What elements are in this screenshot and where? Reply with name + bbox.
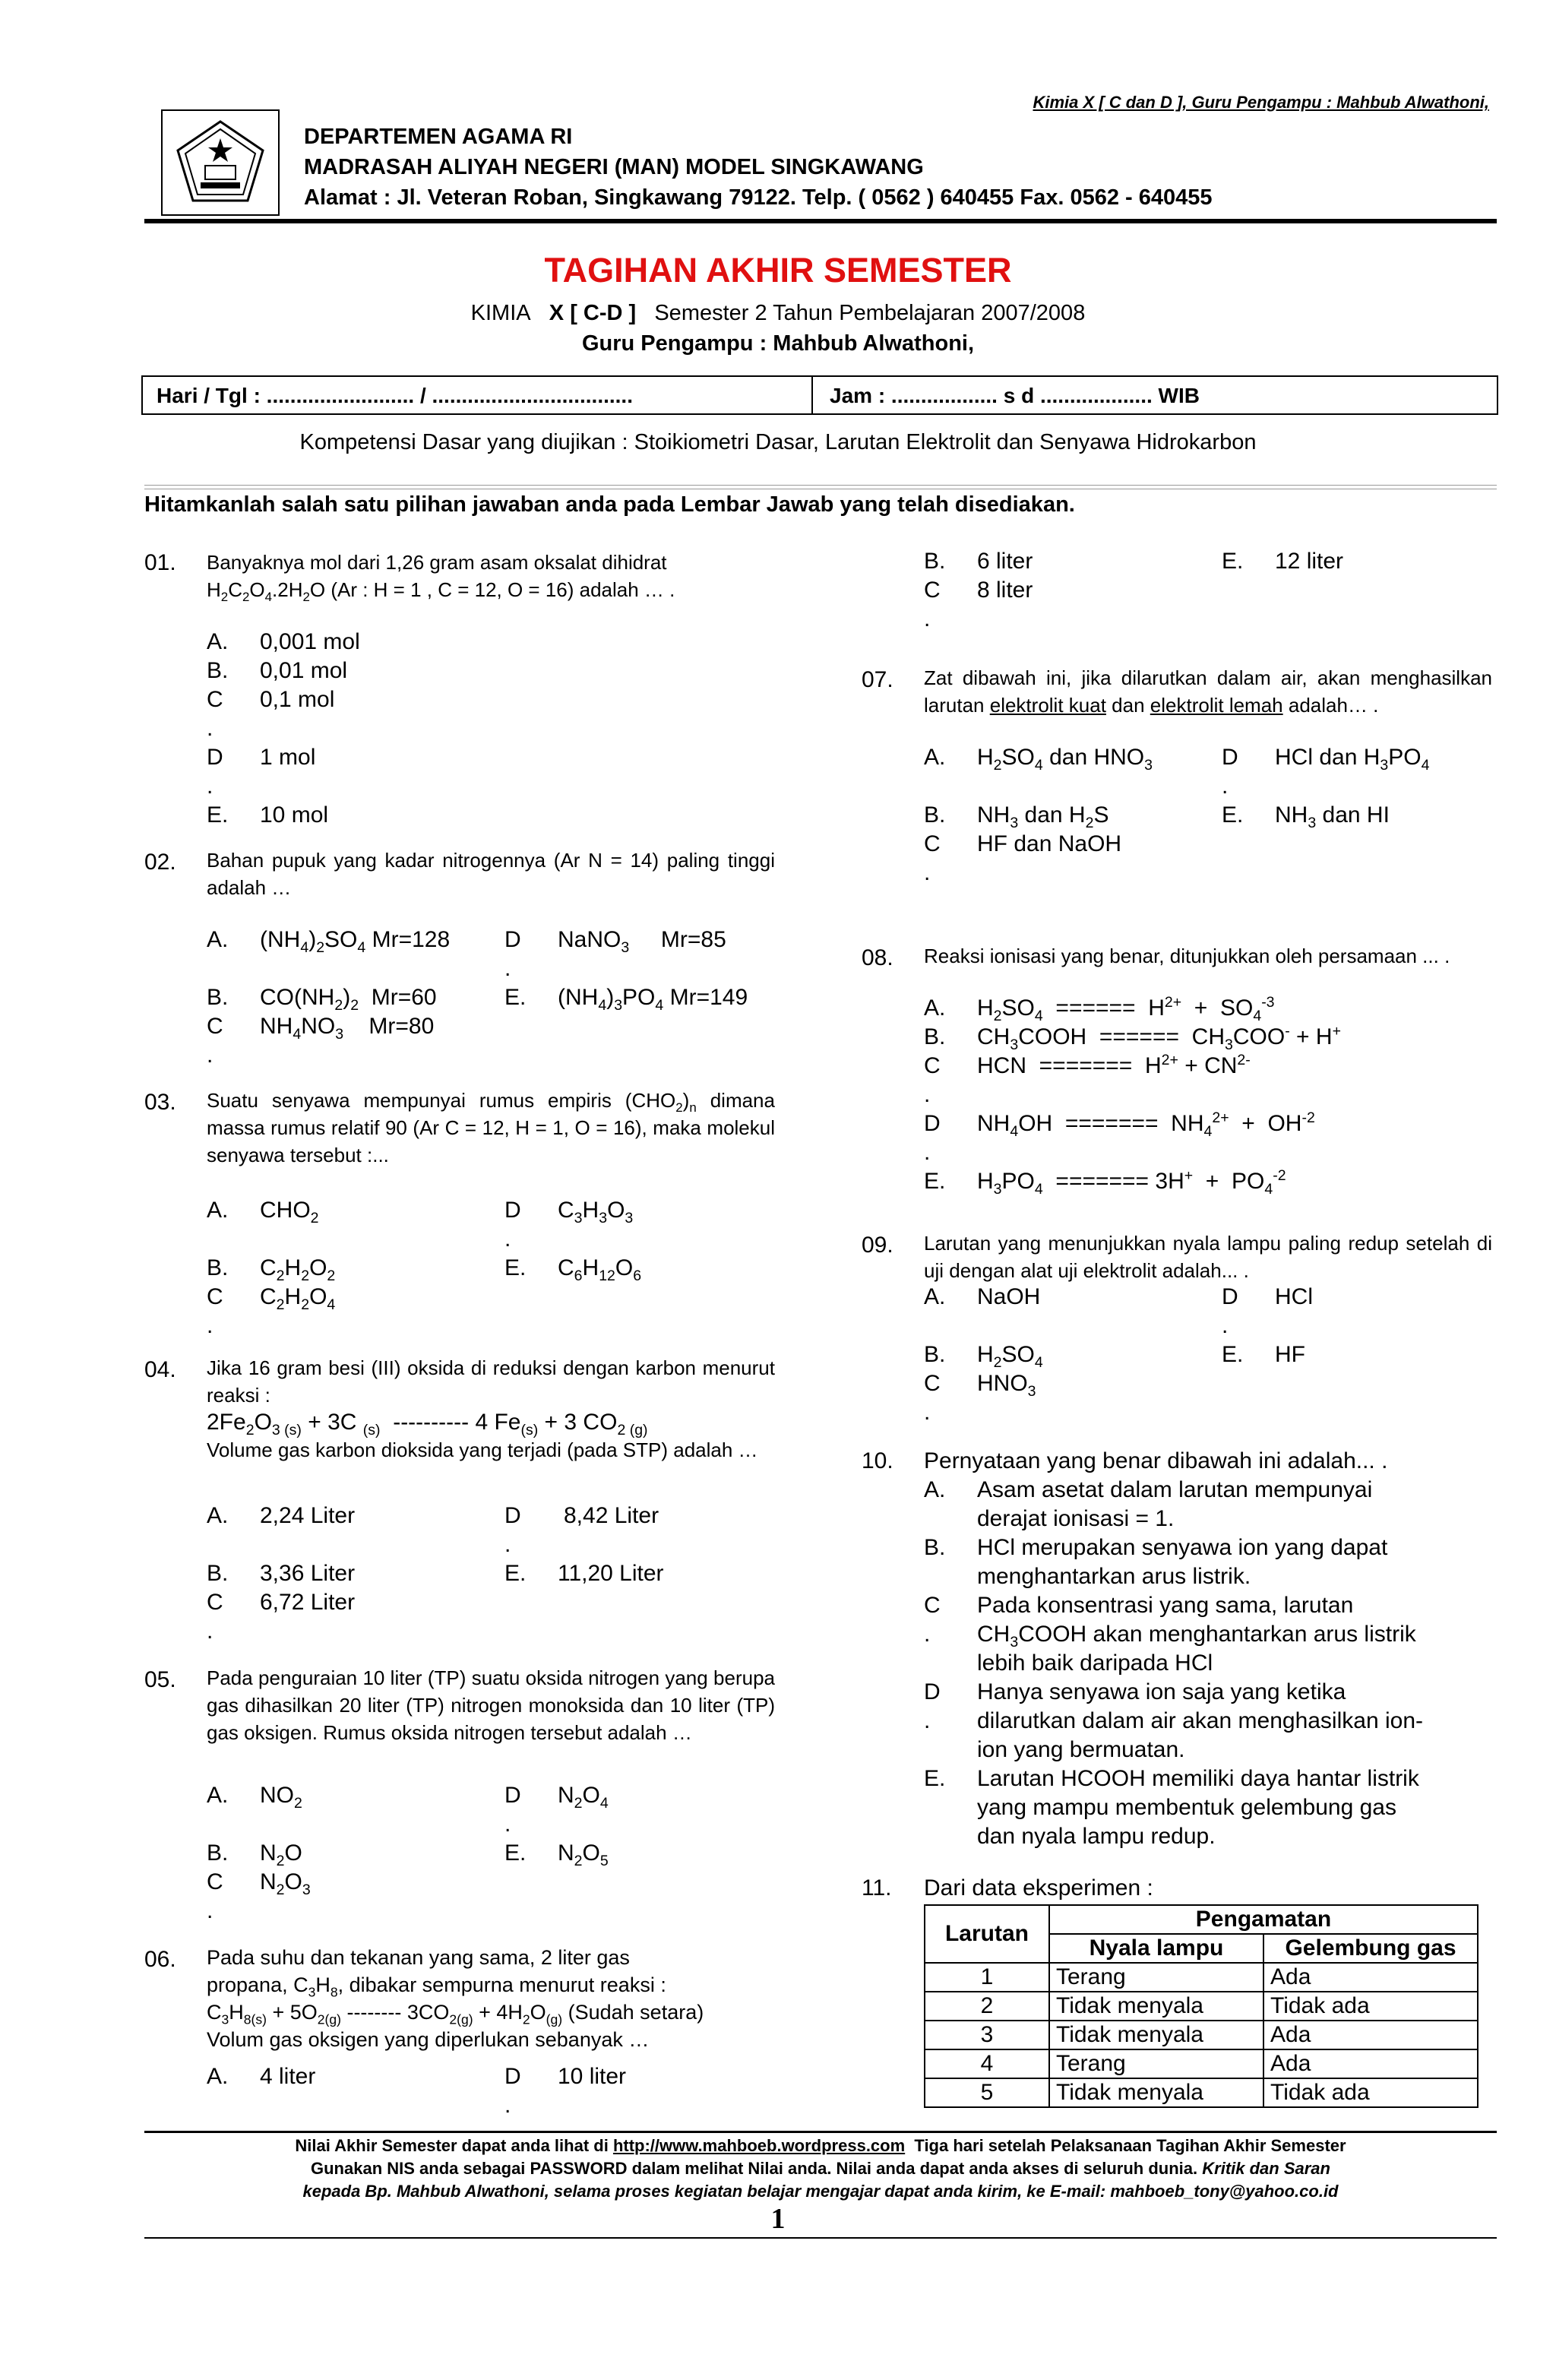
q10-a-line2: derajat ionisasi = 1. (977, 1506, 1175, 1531)
q05-option-d: $N_2O_4$ (558, 1783, 609, 1812)
q10-c-line3: lebih baik daripada HCl (977, 1650, 1213, 1676)
time-field: Jam : .................. s d ................... WIB (830, 384, 1200, 407)
q03-option-d: $C_3H_3O_3$ (558, 1198, 634, 1226)
header-larutan: Larutan (925, 1905, 1049, 1963)
q08-number: 08. (862, 945, 893, 970)
q02-b-label: B. (207, 985, 229, 1010)
q08-c-label: C (924, 1053, 941, 1078)
header-pengamatan: Pengamatan (1049, 1905, 1478, 1934)
q07-c-dot: . (924, 860, 931, 885)
footer-line-3: kepada Bp. Mahbub Alwathoni, selama proses kegiatan belajar mengajar dapat anda kirim, ke E-mail: mahboeb_tony@yahoo.co.id (302, 2182, 1339, 2201)
q08-a-label: A. (924, 995, 946, 1021)
q07-text (924, 664, 1492, 719)
q06-option-d: 10 liter (558, 2064, 627, 2089)
q10-number: 10. (862, 1448, 893, 1473)
q06-text: Pada suhu dan tekanan yang sama, 2 liter gas propana, $C_3H_8$, dibakar sempurna menurut reaksi : $C_3H_{8(s)} + 5O_{2(g)}$ -------- $3CO_{2(g)} + 4H_2O_{(g)}$ (Sudah setara) Volum gas oksigen yang diperlukan sebanyak … (207, 1946, 704, 2051)
q05-b-label: B. (207, 1840, 229, 1866)
q04-option-c: 6,72 Liter (260, 1590, 356, 1615)
q10-d-dot: . (924, 1708, 931, 1733)
footer-rule-top (144, 2131, 1497, 2133)
q02-option-c: $NH_4NO_3$ Mr=80 (260, 1014, 435, 1043)
q10-b-line2: menghantarkan arus listrik. (977, 1564, 1251, 1589)
q05-c-label: C (207, 1869, 223, 1894)
q01-option-b: 0,01 mol (260, 658, 348, 683)
q04-c-label: C (207, 1590, 223, 1615)
q01-option-a: 0,001 mol (260, 629, 360, 654)
row-number: 4 (925, 2049, 1049, 2078)
q08-option-d: $NH_4OH$ ======= $NH_4^{2+} + OH^{-2}$ (977, 1109, 1315, 1140)
top-note: Kimia X [ C dan D ], Guru Pengampu : Mahbub Alwathoni, (1033, 93, 1489, 112)
q11-number: 11. (862, 1875, 892, 1901)
q07-c-label: C (924, 831, 941, 856)
q05-option-e: $N_2O_5$ (558, 1840, 609, 1869)
q06-b-label: B. (924, 549, 946, 574)
box-divider (811, 377, 813, 413)
q08-option-e: $H_3PO_4$ ======= $3H^+ + PO_4^{-2}$ (977, 1167, 1286, 1198)
q05-option-b: $N_2O$ (260, 1840, 302, 1869)
row-number: 5 (925, 2078, 1049, 2107)
q05-text: Pada penguraian 10 liter (TP) suatu oksida nitrogen yang berupa gas dihasilkan 20 liter (TP) nitrogen monoksida dan 10 liter (TP) gas oksigen. Rumus oksida nitrogen tersebut adalah … (207, 1666, 775, 1744)
row-nyala-lampu: Tidak menyala (1049, 1992, 1263, 2021)
q02-d-dot: . (504, 956, 511, 981)
header-nyala-lampu: Nyala lampu (1049, 1934, 1263, 1963)
q01-c-dot: . (207, 716, 213, 741)
q07-e-label: E. (1222, 802, 1244, 828)
q04-option-d: 8,42 Liter (564, 1503, 659, 1528)
q03-e-label: E. (504, 1255, 527, 1280)
q10-d-line2: dilarutkan dalam air akan menghasilkan ion- (977, 1708, 1423, 1733)
instruction: Hitamkanlah salah satu pilihan jawaban anda pada Lembar Jawab yang telah disediakan. (144, 492, 1075, 517)
day-date-field: Hari / Tgl : ......................... / .................................. (157, 384, 633, 407)
q09-option-e: HF (1275, 1342, 1305, 1367)
q06-a-label: A. (207, 2064, 229, 2089)
q08-option-b: $CH_3COOH$ ====== $CH_3COO^- + H^+$ (977, 1023, 1341, 1053)
q03-option-c: $C_2H_2O_4$ (260, 1284, 336, 1313)
q05-a-label: A. (207, 1783, 229, 1808)
q10-b-line1: HCl merupakan senyawa ion yang dapat (977, 1535, 1388, 1560)
q06-d-label: D (504, 2064, 521, 2089)
q02-a-label: A. (207, 927, 229, 952)
q04-a-label: A. (207, 1503, 229, 1528)
q04-option-e: 11,20 Liter (558, 1561, 664, 1586)
q03-c-dot: . (207, 1313, 213, 1338)
q03-d-label: D (504, 1198, 521, 1223)
q04-d-label: D (504, 1503, 521, 1528)
q03-text: Suatu senyawa mempunyai rumus empiris $(CHO_2)_n$ dimana massa rumus relatif 90 (Ar C = 12, H = 1, O = 16), maka molekul senyawa tersebut :... (207, 1089, 775, 1166)
row-nyala-lampu: Terang (1049, 1963, 1263, 1992)
q10-b-label: B. (924, 1535, 946, 1560)
header-gelembung-gas: Gelembung gas (1263, 1934, 1478, 1963)
header-rule (144, 219, 1497, 223)
q03-a-label: A. (207, 1198, 229, 1223)
q01-d-dot: . (207, 774, 213, 799)
school-logo (161, 109, 280, 216)
q04-b-label: B. (207, 1561, 229, 1586)
q03-option-e: $C_6H_{12}O_6$ (558, 1255, 642, 1284)
q03-option-a: $CHO_2$ (260, 1198, 319, 1226)
page-title: TAGIHAN AKHIR SEMESTER (544, 251, 1012, 290)
row-number: 1 (925, 1963, 1049, 1992)
q06-text-a: Pada suhu dan tekanan yang sama, 2 liter gas (207, 1946, 630, 1969)
q05-option-c: $N_2O_3$ (260, 1869, 311, 1898)
q04-text-a: Jika 16 gram besi (III) oksida di reduksi dengan karbon menurut reaksi : (207, 1356, 775, 1407)
q09-d-label: D (1222, 1284, 1238, 1309)
blog-link[interactable]: http://www.mahboeb.wordpress.com (612, 2136, 906, 2155)
q07-weak-electrolyte: elektrolit lemah (1150, 694, 1283, 717)
q10-e-line1: Larutan HCOOH memiliki daya hantar listrik (977, 1766, 1419, 1791)
competency-line: Kompetensi Dasar yang diujikan : Stoikiometri Dasar, Larutan Elektrolit dan Senyawa Hidrokarbon (299, 430, 1257, 454)
row-gelembung-gas: Ada (1263, 2021, 1478, 2049)
q09-text: Larutan yang menunjukkan nyala lampu paling redup setelah di uji dengan alat uji elektrolit adalah... . (924, 1232, 1492, 1282)
q07-a-label: A. (924, 745, 946, 770)
q04-text-c: Volume gas karbon dioksida yang terjadi (pada STP) adalah … (207, 1438, 758, 1461)
row-gelembung-gas: Tidak ada (1263, 1992, 1478, 2021)
q04-e-label: E. (504, 1561, 527, 1586)
q05-option-a: $NO_2$ (260, 1783, 302, 1812)
q06-text-d: Volum gas oksigen yang diperlukan sebanyak … (207, 2028, 650, 2051)
q02-option-a: $(NH_4)_2SO_4$ Mr=128 (260, 927, 451, 956)
q06-option-c: 8 liter (977, 578, 1033, 603)
subtitle (0, 301, 1556, 326)
q04-option-a: 2,24 Liter (260, 1503, 356, 1528)
footer-l1b: Tiga hari setelah Pelaksanaan Tagihan Akhir Semester (914, 2136, 1346, 2155)
q05-number: 05. (144, 1667, 176, 1692)
footer-l1a: Nilai Akhir Semester dapat anda lihat di (295, 2136, 609, 2155)
double-rule (144, 485, 1497, 489)
q08-option-c: HCN ======= $H^{2+} + CN^{2-}$ (977, 1052, 1251, 1078)
q04-number: 04. (144, 1357, 176, 1382)
q03-d-dot: . (504, 1226, 511, 1252)
q01-b-label: B. (207, 658, 229, 683)
q07-d-label: D (1222, 745, 1238, 770)
q09-option-c: $HNO_3$ (977, 1371, 1036, 1400)
q05-d-dot: . (504, 1812, 511, 1837)
q05-c-dot: . (207, 1898, 213, 1923)
q07-text-end: adalah… . (1288, 694, 1379, 717)
q03-text-b: dimana massa rumus relatif 90 (Ar C = 12, H = 1, O = 16), maka molekul senyawa tersebut :... (207, 1089, 775, 1166)
q01-option-d: 1 mol (260, 745, 316, 770)
q10-e-line3: dan nyala lampu redup. (977, 1824, 1216, 1849)
q06-e-label: E. (1222, 549, 1244, 574)
q04-text: Jika 16 gram besi (III) oksida di reduksi dengan karbon menurut reaksi : $2Fe_2O_{3 (s)} + 3C$ $_{(s)}$ ---------- 4 $Fe_{(s)} + 3$ $CO_{2 (g)}$ Volume gas karbon dioksida yang terjadi (pada STP) adalah … (207, 1356, 775, 1461)
q10-c-line1: Pada konsentrasi yang sama, larutan (977, 1593, 1354, 1618)
q01-text: Banyaknya mol dari 1,26 gram asam oksalat dihidrat $H_2C_2O_4.2H_2O$ (Ar : H = 1 , C = 12, O = 16) adalah … . (207, 551, 675, 605)
q08-e-label: E. (924, 1169, 946, 1194)
row-nyala-lampu: Terang (1049, 2049, 1263, 2078)
q07-number: 07. (862, 667, 893, 692)
q02-e-label: E. (504, 985, 527, 1010)
q01-e-label: E. (207, 802, 229, 828)
row-nyala-lampu: Tidak menyala (1049, 2078, 1263, 2107)
q09-option-a: NaOH (977, 1284, 1041, 1309)
q10-d-line1: Hanya senyawa ion saja yang ketika (977, 1679, 1346, 1704)
q05-d-label: D (504, 1783, 521, 1808)
q08-option-a: $H_2SO_4$ ====== $H^{2+} + SO_4^{-3}$ (977, 994, 1275, 1024)
q09-a-label: A. (924, 1284, 946, 1309)
q07-option-d: HCl dan $H_3PO_4$ (1275, 745, 1430, 774)
q02-option-b: $CO(NH_2)_2$ Mr=60 (260, 985, 437, 1014)
q06-c-label: C (924, 578, 941, 603)
q02-c-dot: . (207, 1043, 213, 1068)
org-line-3: Alamat : Jl. Veteran Roban, Singkawang 79122. Telp. ( 0562 ) 640455 Fax. 0562 - 640455 (304, 185, 1213, 210)
q11-text: Dari data eksperimen : (924, 1875, 1153, 1901)
q09-c-dot: . (924, 1400, 931, 1425)
q06-option-a: 4 liter (260, 2064, 316, 2089)
q05-e-label: E. (504, 1840, 527, 1866)
q06-number: 06. (144, 1947, 176, 1972)
q07-option-c: HF dan NaOH (977, 831, 1122, 856)
q07-b-label: B. (924, 802, 946, 828)
footer-l2-italic: Kritik dan Saran (1202, 2159, 1330, 2178)
org-line-1: DEPARTEMEN AGAMA RI (304, 125, 573, 149)
row-nyala-lampu: Tidak menyala (1049, 2021, 1263, 2049)
q10-a-label: A. (924, 1477, 946, 1502)
table-row (925, 2021, 1478, 2049)
q02-option-d: NaNO$_3$ Mr=85 (558, 927, 726, 956)
teacher-line: Guru Pengampu : Mahbub Alwathoni, (581, 331, 975, 356)
table-row (925, 2049, 1478, 2078)
table-row (925, 2078, 1478, 2107)
q09-number: 09. (862, 1233, 893, 1258)
q01-text-a: Banyaknya mol dari 1,26 gram asam oksalat dihidrat (207, 551, 667, 574)
q06-option-e: 12 liter (1275, 549, 1344, 574)
q09-b-label: B. (924, 1342, 946, 1367)
q10-c-dot: . (924, 1622, 931, 1647)
q01-a-label: A. (207, 629, 229, 654)
q07-text-a: Zat dibawah ini, jika dilarutkan dalam air, akan menghasilkan larutan (924, 666, 1492, 717)
q07-d-dot: . (1222, 774, 1229, 799)
page-number: 1 (770, 2203, 786, 2235)
q03-number: 03. (144, 1090, 176, 1115)
table-row (925, 1992, 1478, 2021)
q08-b-label: B. (924, 1024, 946, 1049)
q02-number: 02. (144, 850, 176, 875)
q02-c-label: C (207, 1014, 223, 1039)
q07-strong-electrolyte: elektrolit kuat (989, 694, 1106, 717)
q09-d-dot: . (1222, 1313, 1229, 1338)
q08-text: Reaksi ionisasi yang benar, ditunjukkan oleh persamaan ... . (924, 945, 1450, 967)
q10-a-line1: Asam asetat dalam larutan mempunyai (977, 1477, 1373, 1502)
q08-d-label: D (924, 1111, 941, 1136)
q10-e-line2: yang mampu membentuk gelembung gas (977, 1795, 1396, 1820)
q01-number: 01. (144, 550, 176, 575)
subject: KIMIA (470, 301, 531, 325)
q09-option-d: HCl (1275, 1284, 1313, 1309)
row-gelembung-gas: Ada (1263, 2049, 1478, 2078)
q10-e-label: E. (924, 1766, 946, 1791)
q01-option-e: 10 mol (260, 802, 329, 828)
q01-c-label: C (207, 687, 223, 712)
q03-b-label: B. (207, 1255, 229, 1280)
q08-d-dot: . (924, 1140, 931, 1165)
q09-option-b: $H_2SO_4$ (977, 1342, 1043, 1371)
q04-d-dot: . (504, 1532, 511, 1557)
footer-line-2 (144, 2157, 1497, 2180)
q02-option-e: $(NH_4)_3PO_4$ Mr=149 (558, 985, 748, 1014)
semester-info: Semester 2 Tahun Pembelajaran 2007/2008 (654, 301, 1086, 325)
row-number: 3 (925, 2021, 1049, 2049)
q09-e-label: E. (1222, 1342, 1244, 1367)
q04-option-b: 3,36 Liter (260, 1561, 356, 1586)
q01-option-c: 0,1 mol (260, 687, 335, 712)
q02-text: Bahan pupuk yang kadar nitrogennya (Ar N = 14) paling tinggi adalah … (207, 849, 775, 899)
q03-option-b: $C_2H_2O_2$ (260, 1255, 336, 1284)
footer-line-1 (144, 2134, 1497, 2157)
row-number: 2 (925, 1992, 1049, 2021)
org-line-2: MADRASAH ALIYAH NEGERI (MAN) MODEL SINGKAWANG (304, 155, 924, 179)
q04-c-dot: . (207, 1619, 213, 1644)
q10-d-label: D (924, 1679, 941, 1704)
q01-d-label: D (207, 745, 223, 770)
q03-c-label: C (207, 1284, 223, 1309)
q06-d-dot: . (504, 2093, 511, 2118)
table-row (925, 1963, 1478, 1992)
experiment-table (924, 1904, 1479, 2108)
row-gelembung-gas: Tidak ada (1263, 2078, 1478, 2107)
day-time-box (141, 375, 1498, 415)
q07-option-b: $NH_3$ dan $H_2S$ (977, 802, 1109, 831)
q07-text-mid: dan (1112, 694, 1145, 717)
q06-option-b: 6 liter (977, 549, 1033, 574)
q06-c-dot: . (924, 606, 931, 631)
q07-option-e: $NH_3$ dan HI (1275, 802, 1390, 831)
footer-l2: Gunakan NIS anda sebagai PASSWORD dalam melihat Nilai anda. Nilai anda dapat anda akses di seluruh dunia. (311, 2159, 1198, 2178)
q09-c-label: C (924, 1371, 941, 1396)
q07-option-a: $H_2SO_4$ dan $HNO_3$ (977, 745, 1153, 774)
q10-c-label: C (924, 1593, 941, 1618)
q10-c-line2: $CH_3COOH$ akan menghantarkan arus listrik (977, 1622, 1416, 1650)
q10-text: Pernyataan yang benar dibawah ini adalah... . (924, 1448, 1388, 1473)
q08-c-dot: . (924, 1082, 931, 1107)
q02-d-label: D (504, 927, 521, 952)
q10-d-line3: ion yang bermuatan. (977, 1737, 1185, 1762)
footer-rule-bottom (144, 2237, 1497, 2239)
class-label: X [ C-D ] (549, 301, 637, 325)
row-gelembung-gas: Ada (1263, 1963, 1478, 1992)
